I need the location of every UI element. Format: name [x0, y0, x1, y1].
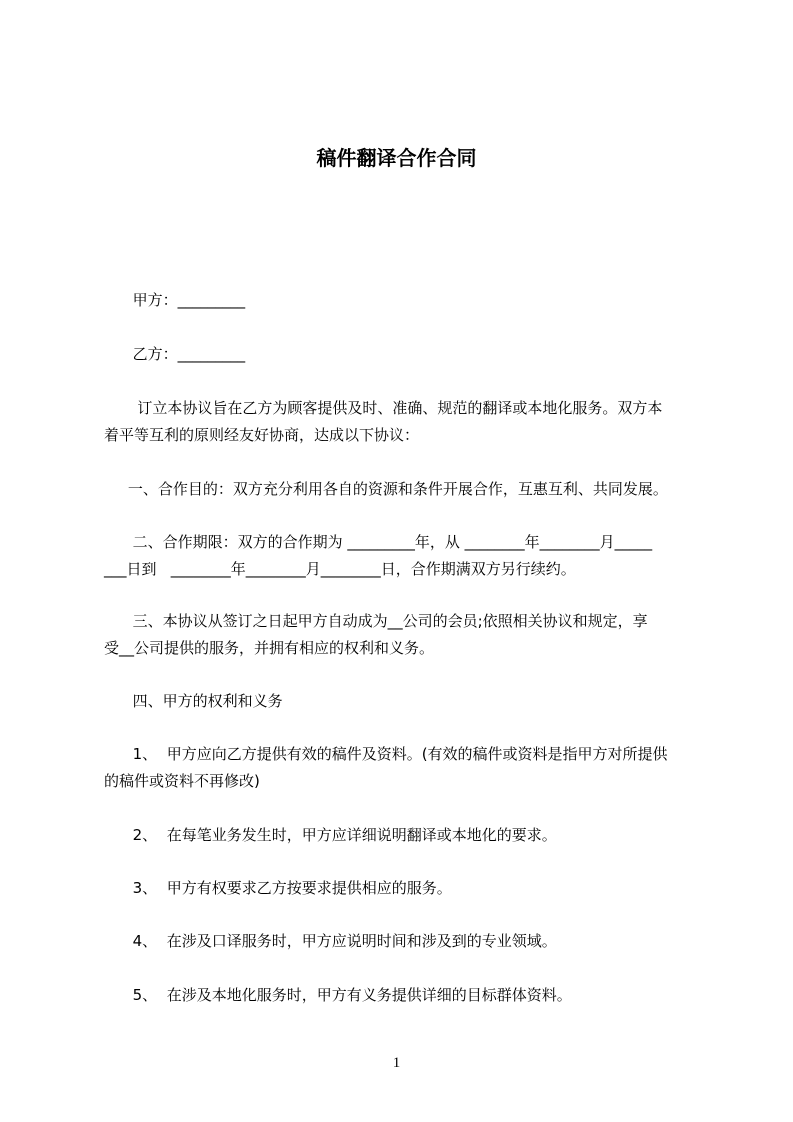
item-5: 5、 在涉及本地化服务时，甲方有义务提供详细的目标群体资料。 [104, 986, 572, 1004]
intro-line-2: 着平等互利的原则经友好协商，达成以下协议： [104, 426, 420, 444]
intro-line-1: 订立本协议旨在乙方为顾客提供及时、准确、规范的翻译或本地化服务。双方本 [104, 399, 663, 417]
clause-4-heading: 四、甲方的权利和义务 [104, 692, 283, 710]
clause-3-line-2: 受__公司提供的服务，并拥有相应的权利和义务。 [104, 639, 435, 657]
clause-3-line-1: 三、本协议从签订之日起甲方自动成为__公司的会员;依照相关协议和规定，享 [104, 612, 648, 630]
document-title: 稿件翻译合作合同 [316, 146, 477, 170]
party-b-line: 乙方：_________ [104, 345, 246, 363]
page-number: 1 [392, 1055, 401, 1071]
party-a-line: 甲方：_________ [104, 291, 246, 309]
item-1-line-1: 1、 甲方应向乙方提供有效的稿件及资料。(有效的稿件或资料是指甲方对所提供 [104, 745, 668, 763]
item-4: 4、 在涉及口译服务时，甲方应说明时间和涉及到的专业领域。 [104, 932, 557, 950]
clause-2-line-1: 二、合作期限：双方的合作期为 _________年，从 ________年________月_____ [104, 533, 653, 551]
item-2: 2、 在每笔业务发生时，甲方应详细说明翻译或本地化的要求。 [104, 826, 557, 844]
item-1-line-2: 的稿件或资料不再修改) [104, 772, 260, 790]
clause-2-line-2: ___日到 ________年________月________日，合作期满双方另行续约。 [104, 560, 576, 578]
item-3: 3、 甲方有权要求乙方按要求提供相应的服务。 [104, 879, 452, 897]
clause-1: 一、合作目的：双方充分利用各自的资源和条件开展合作，互惠互利、共同发展。 [104, 480, 668, 498]
